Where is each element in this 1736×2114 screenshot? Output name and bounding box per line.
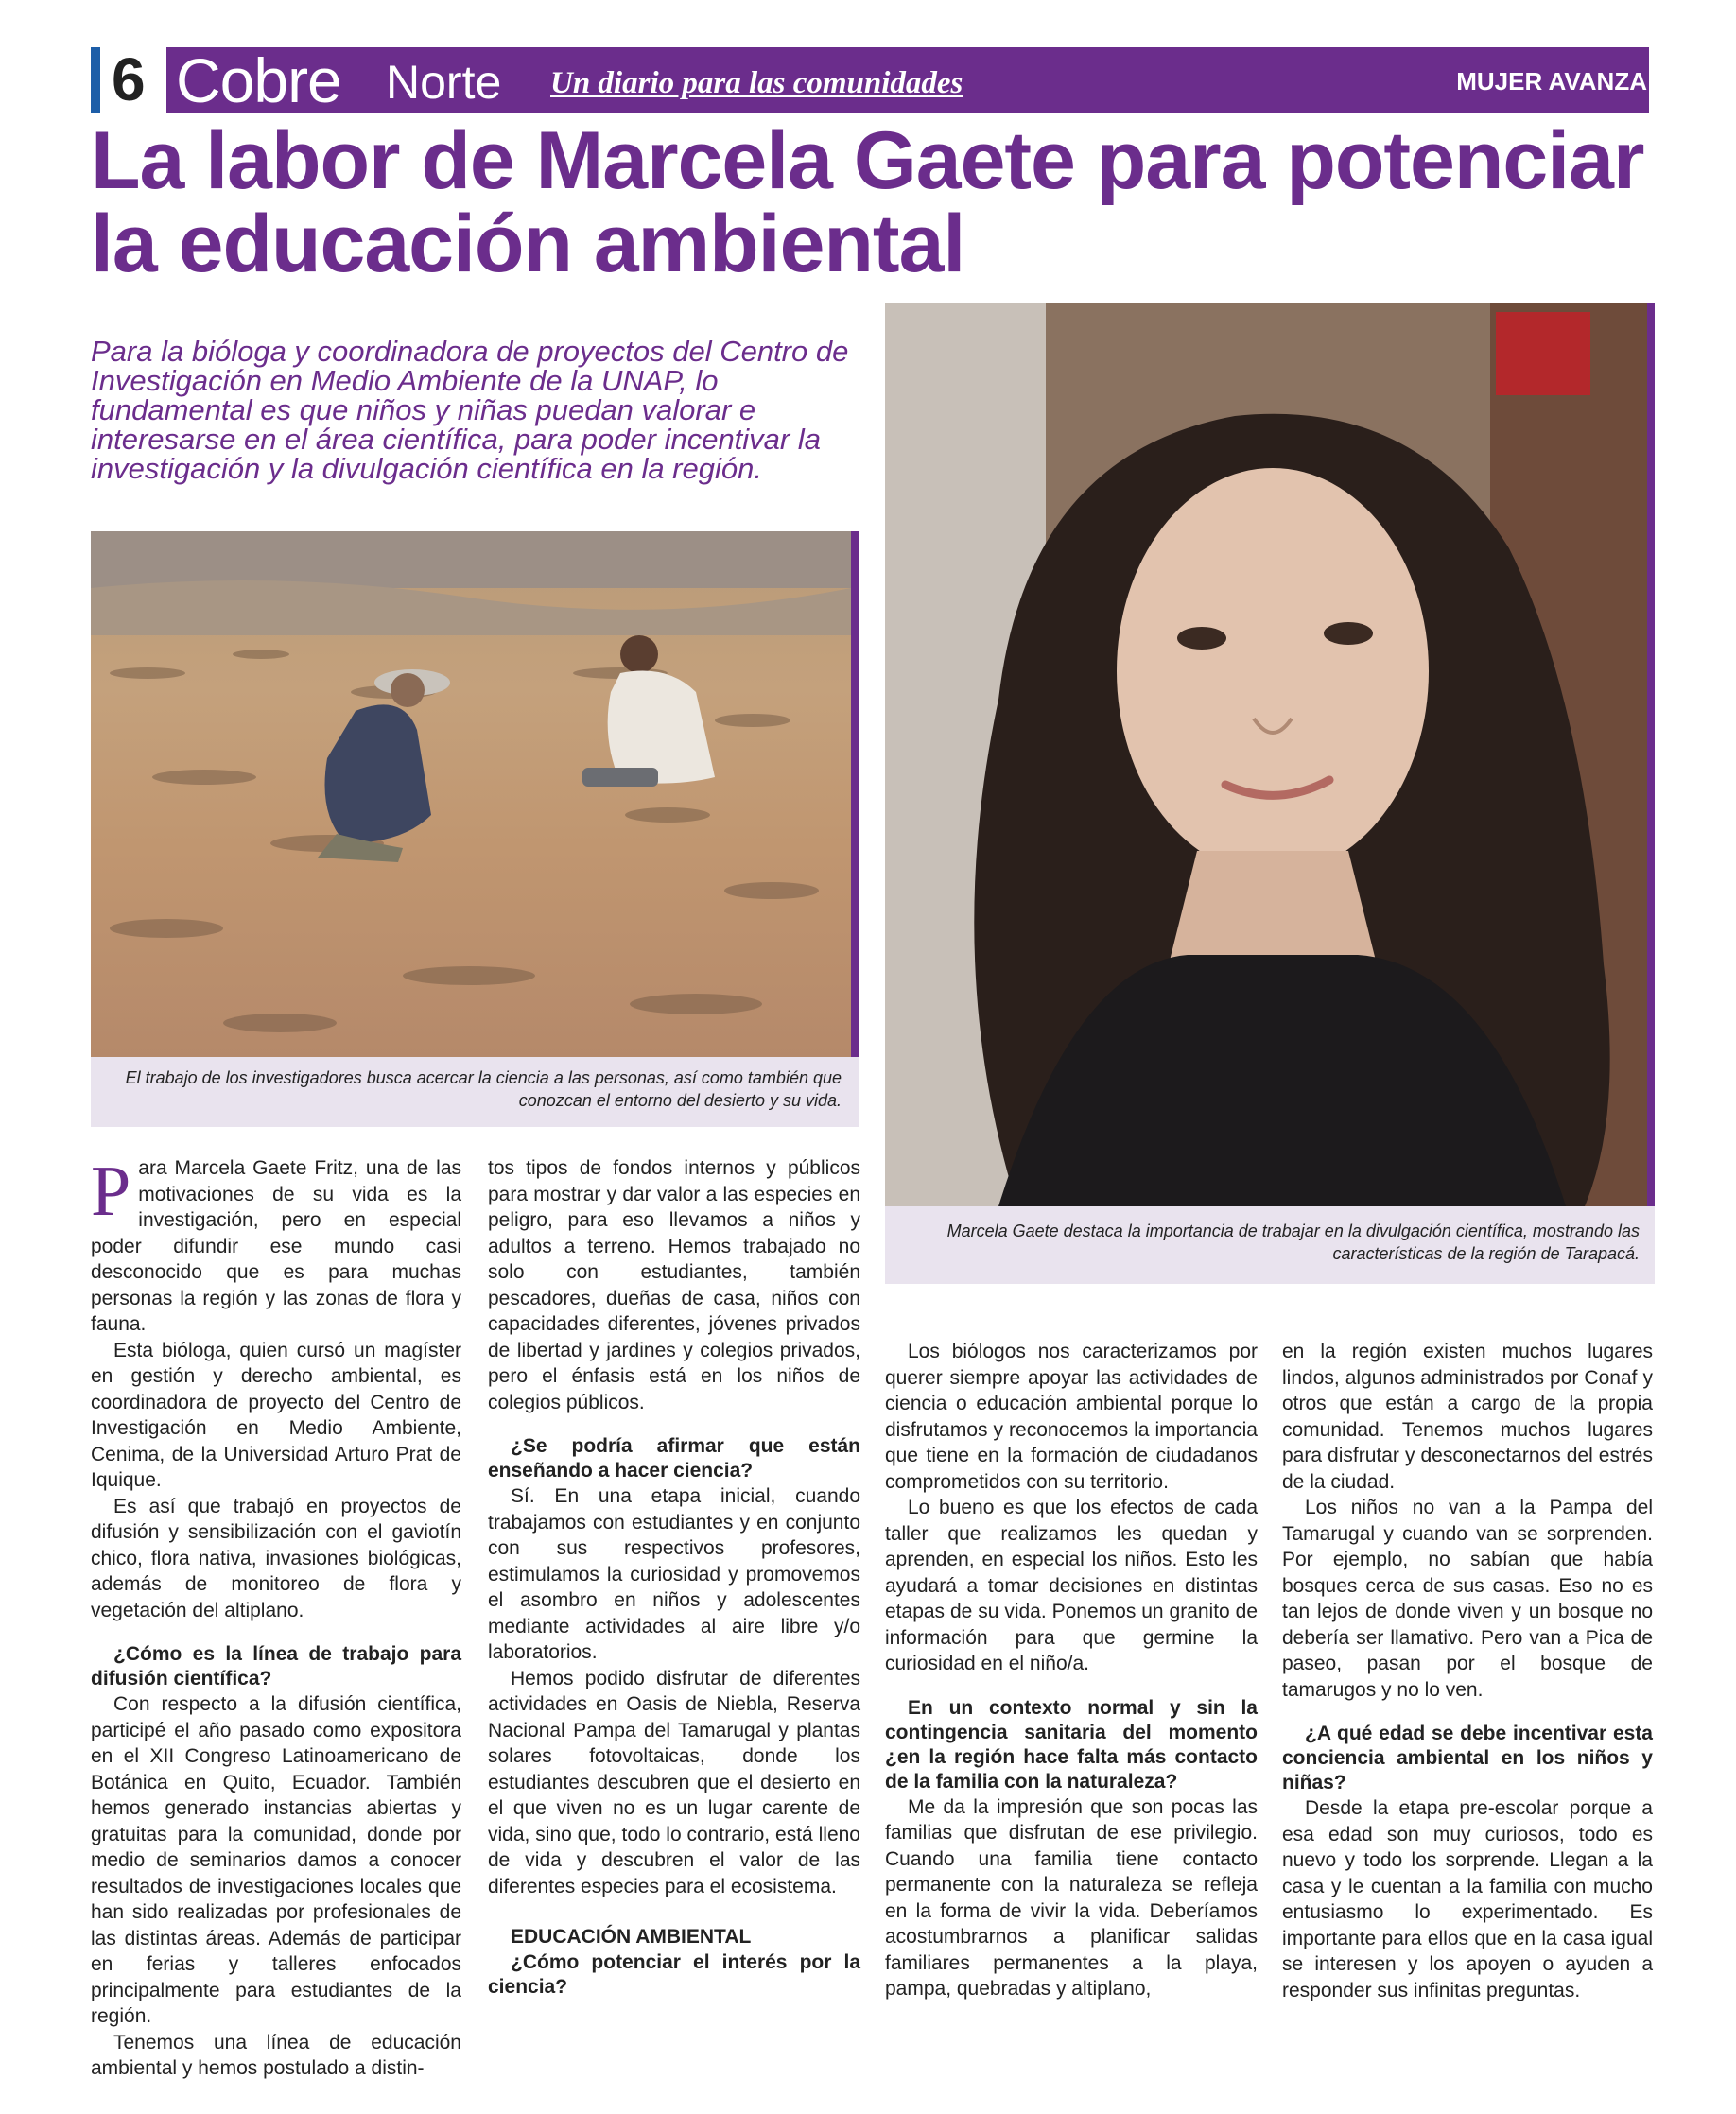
- body-column-3: [885, 1339, 1258, 2002]
- desert-photo: [91, 531, 851, 1057]
- portrait-photo-caption: Marcela Gaete destaca la importancia de trabajar en la divulgación científica, mostrando las características de la región de Tarapacá.: [946, 1222, 1640, 1263]
- article-lead: Para la bióloga y coordinadora de proyectos del Centro de Investigación en Medio Ambiente de la UNAP, lo fundamental es que niños y niñas puedan valorar e interesarse en el área científica, para poder incentivar la investigación y la divulgación científica en la región.: [91, 335, 849, 485]
- body-paragraph: Para Marcela Gaete Fritz, una de las motivaciones de su vida es la investigación, pero en especial poder difundir ese mundo casi desconocido que es para muchas personas la región y las zonas de flora y fauna.: [91, 1152, 461, 1335]
- photo-accent-bar: [1647, 303, 1655, 1284]
- body-paragraph: Desde la etapa pre-escolar porque a esa edad son muy curiosos, todo es nuevo y todo los sorprende. Llegan a la casa y le cuentan a la familia con mucho entusiasmo lo experimentado. Es importante para ellos que en la casa igual se interesen y los apoyen o ayuden a responder sus infinitas preguntas.: [1282, 1797, 1653, 2001]
- desert-photo-caption: El trabajo de los investigadores busca acercar la ciencia a las personas, así como también que conozcan el entorno del desierto y su vida.: [125, 1068, 842, 1110]
- drop-cap: P: [91, 1152, 131, 1231]
- portrait-photo: [885, 303, 1653, 1206]
- section-label: MUJER AVANZA: [1456, 67, 1647, 95]
- masthead-norte: Norte: [386, 56, 502, 109]
- body-paragraph: Lo bueno es que los efectos de cada taller que realizamos les quedan y aprenden, en especial los niños. Esto les ayudará a tomar decisiones en distintas etapas de su vida. Ponemos un granito de información para que germine la curiosidad en el niño/a.: [885, 1497, 1258, 1674]
- body-paragraph: Los biólogos nos caracterizamos por querer siempre apoyar las actividades de ciencia o educación ambiental porque lo disfrutamos y reconocemos la importancia que tiene en la formación de ciudadanos comprometidos con su territorio.: [885, 1341, 1258, 1493]
- interview-question: ¿Se podría afirmar que están enseñando a hacer ciencia?: [488, 1435, 860, 1482]
- section-marker: [91, 47, 100, 113]
- body-paragraph: Los niños no van a la Pampa del Tamarugal y cuando van se sorprenden. Por ejemplo, no sabían que había bosques cerca de sus casas. Eso no es tan lejos de donde viven y un bosque no debería ser llamativo. Pero van a Pica de paseo, pasan por el bosque de tamarugos y no lo ven.: [1282, 1497, 1653, 1701]
- body-column-2: [488, 1155, 860, 2000]
- interview-question: En un contexto normal y sin la contingencia sanitaria del momento ¿en la región hace falta más contacto de la familia con la naturaleza?: [885, 1696, 1258, 1793]
- body-paragraph: Esta bióloga, quien cursó un magíster en gestión y derecho ambiental, es coordinadora de proyecto del Centro de Investigación en Medio Ambiente, Cenima, de la Universidad Arturo Prat de Iquique.: [91, 1339, 461, 1491]
- body-paragraph: Tenemos una línea de educación ambiental y hemos postulado a distin-: [91, 2031, 461, 2079]
- body-paragraph: Sí. En una etapa inicial, cuando trabajamos con estudiantes y en conjunto con sus respectivos profesores, estimulamos la curiosidad y promovemos el asombro en niños y adolescentes mediante actividades al aire libre y/o laboratorios.: [488, 1485, 860, 1663]
- interview-question: ¿A qué edad se debe incentivar esta conciencia ambiental en los niños y niñas?: [1282, 1723, 1653, 1793]
- body-paragraph: Hemos podido disfrutar de diferentes actividades en Oasis de Niebla, Reserva Nacional Pampa del Tamarugal y plantas solares fotovoltaicas, donde los estudiantes descubren que el desierto en el que viven no es un lugar carente de vida, sino que, todo lo contrario, está lleno de vida y descubren el valor de las diferentes especies para el ecosistema.: [488, 1667, 860, 1897]
- body-paragraph: Es así que trabajó en proyectos de difusión y sensibilización con el gaviotín chico, flora nativa, invasiones biológicas, además de monitoreo de flora y vegetación del altiplano.: [91, 1495, 461, 1621]
- article-title: La labor de Marcela Gaete para potenciar la educación ambiental: [91, 115, 1644, 289]
- section-heading: EDUCACIÓN AMBIENTAL: [511, 1926, 752, 1948]
- photo-accent-bar: [851, 531, 859, 1127]
- page-number: 6: [112, 45, 146, 113]
- body-paragraph: Con respecto a la difusión científica, participé el año pasado como expositora en el XII Congreso Latinoamericano de Botánica en Quito, Ecuador. También hemos generado instancias abiertas y gratuitas para la comunidad, donde por medio de seminarios damos a conocer resultados de investigaciones locales que han sido realizadas por profesionales de las distintas áreas. Además de participar en ferias y talleres enfocados principalmente para estudiantes de la región.: [91, 1693, 461, 2027]
- interview-question: ¿Cómo es la línea de trabajo para difusión científica?: [91, 1643, 461, 1689]
- body-column-4: [1282, 1339, 1653, 2003]
- masthead-tagline: Un diario para las comunidades: [550, 66, 963, 100]
- body-paragraph: tos tipos de fondos internos y públicos para mostrar y dar valor a las especies en peligro, para eso llevamos a niños y adultos a terreno. Hemos trabajado no solo con estudiantes, también pescadores, dueñas de casa, niños con capacidades diferentes, jóvenes privados de libertad y jardines y colegios privados, pero el énfasis está en los niños de colegios públicos.: [488, 1157, 860, 1413]
- masthead-cobre: Cobre: [176, 45, 341, 115]
- body-paragraph: en la región existen muchos lugares lindos, algunos administrados por Conaf y otros que están a cargo de la propia comunidad. Tenemos muchos lugares para disfrutar y desconectarnos del estrés de la ciudad.: [1282, 1341, 1653, 1493]
- interview-question: ¿Cómo potenciar el interés por la ciencia?: [488, 1950, 860, 1998]
- body-paragraph: Me da la impresión que son pocas las familias que disfrutan de ese privilegio. Cuando una familia tiene contacto permanente con la naturaleza se refleja en la forma de vivir la vida. Deberíamos acostumbrarnos a planificar salidas familiares permanentes a la playa, pampa, quebradas y altiplano,: [885, 1795, 1258, 2000]
- body-column-1: [91, 1152, 461, 2082]
